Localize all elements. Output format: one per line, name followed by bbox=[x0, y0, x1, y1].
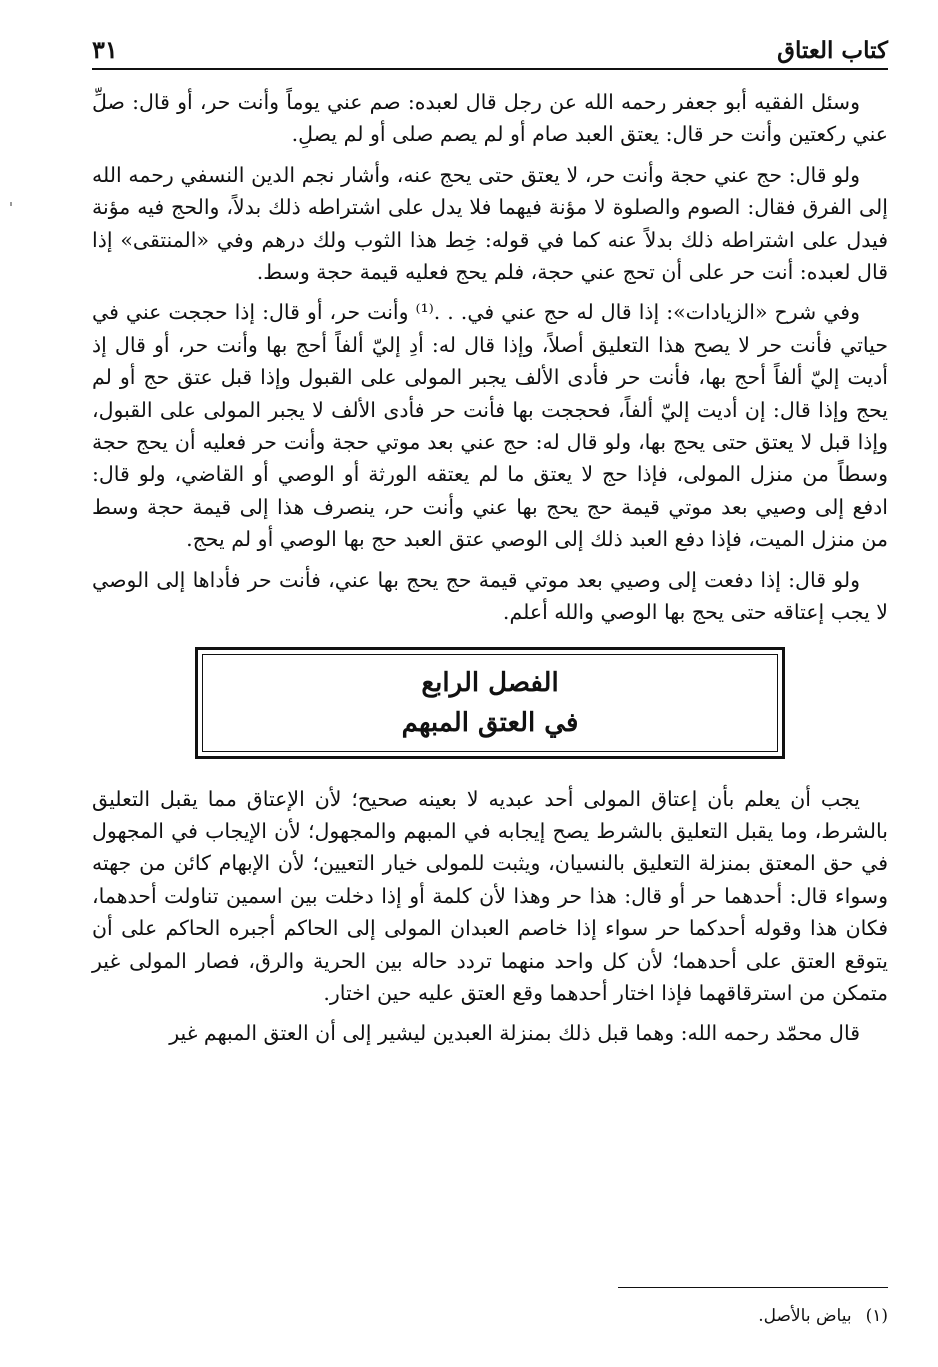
chapter-heading-inner-frame bbox=[202, 654, 778, 752]
footnote-area bbox=[92, 1287, 888, 1326]
footnote-divider bbox=[618, 1287, 888, 1288]
chapter-heading-frame bbox=[195, 647, 785, 759]
paragraph: وسئل الفقيه أبو جعفر رحمه الله عن رجل قال لعبده: صم عني يوماً وأنت حر، أو قال: صلِّ عني ركعتين وأنت حر قال: يعتق العبد صام أو لم يصم صلى أو لم يصلِ. bbox=[92, 90, 888, 147]
footnote-marker: (١) bbox=[865, 1306, 888, 1326]
running-head bbox=[92, 22, 888, 70]
paragraph: ولو قال: إذا دفعت إلى وصيي بعد موتي قيمة حج يحج بها عني، فأنت حر فأداها إلى الوصي لا يجب إعتاقه حتى يحج بها الوصي والله أعلم. bbox=[92, 567, 888, 625]
paragraph: يجب أن يعلم بأن إعتاق المولى أحد عبديه لا بعينه صحيح؛ لأن الإعتاق مما يقبل التعليق بالشرط، وما يقبل التعليق بالشرط يصح إيجابه في المبهم والمجهول؛ لأن الإيجاب في المجهول في حق المعتق بمنزلة التعليق بالنسيان، ويثبت للمولى خيار التعيين؛ لأن الإبهام كائن من جهته وسواء قال: أحدهما حر أو قال: هذا حر وهذا لأن كلمة أو إذا دخلت بين اسمين تناولت أحدهما، فكان هذا وقوله أحدكما حر سواء إذا خاصم العبدان المولى إلى الحاكم أجبره الحاكم على أن يتوقع العتق على أحدهما؛ لأن كل واحد منهما تردد حاله بين الحرية والرق، فصار المولى غير متمكن من استرقاقهما فإذا اختار أحدهما وقع العتق عليه حين اختار. bbox=[92, 786, 888, 1005]
footnote bbox=[92, 1306, 888, 1326]
scan-speck bbox=[10, 202, 12, 206]
body-text bbox=[92, 86, 888, 1050]
book-title: كتاب العتاق bbox=[777, 37, 888, 64]
footnote-text: بياض بالأصل. bbox=[758, 1306, 852, 1326]
paragraph: وفي شرح «الزيادات»: إذا قال له حج عني في. . .⁽¹⁾ وأنت حر، أو قال: إذا حججت عني في حياتي فأنت حر لا يصح هذا التعليق أصلاً، وإذا قال له: أدِ إليّ ألفاً أحج بها وأنت حر، أو قال إذ أديت إليّ ألفاً أحج بها، فأنت حر فأدى الألف يجبر المولى على القبول وإذا قبل عتق حج أو لم يحج وإذا قال: إن أديت إليّ ألفاً، فحججت بها فأنت حر فأدى الألف لا يجبر المولى على القبول، وإذا قبل لا يعتق حتى يحج بها، ولو قال له: حج عني بعد موتي حجة وأنت حر فعليه أن يحج حجة وسطاً من منزل المولى، فإذا حج لا يعتق ما لم يعتقه الورثة أو الوصي أو القاضي، ولو قال: ادفع إلى وصيي بعد موتي قيمة حج يحج بها عني وأنت حر، ينصرف هذا إلى قيمة حجة وسط من منزل الميت، فإذا دفع العبد ذلك إلى الوصي عتق العبد حج بها الوصي أو لم يحج. bbox=[92, 300, 888, 552]
book-page bbox=[92, 22, 888, 1367]
paragraph: ولو قال: حج عني حجة وأنت حر، لا يعتق حتى يحج عنه، وأشار نجم الدين النسفي رحمه الله إلى الفرق فقال: الصوم والصلوة لا مؤنة فيهما فلا يدل على اشتراطه ذلك بدلاً، والحج فيه مؤنة فيدل على اشتراطه ذلك بدلاً عنه كما في قوله: خِط هذا الثوب ولك درهم وفي «المنتقى» إذا قال لعبده: أنت حر على أن تحج عني حجة، فلم يحج فعليه قيمة حجة وسط. bbox=[92, 162, 888, 285]
chapter-subtitle: في العتق المبهم bbox=[401, 707, 579, 738]
page-number: ٣١ bbox=[92, 35, 118, 64]
chapter-title: الفصل الرابع bbox=[421, 667, 559, 698]
paragraph: قال محمّد رحمه الله: وهما قبل ذلك بمنزلة العبدين ليشير إلى أن العتق المبهم غير bbox=[169, 1021, 860, 1046]
